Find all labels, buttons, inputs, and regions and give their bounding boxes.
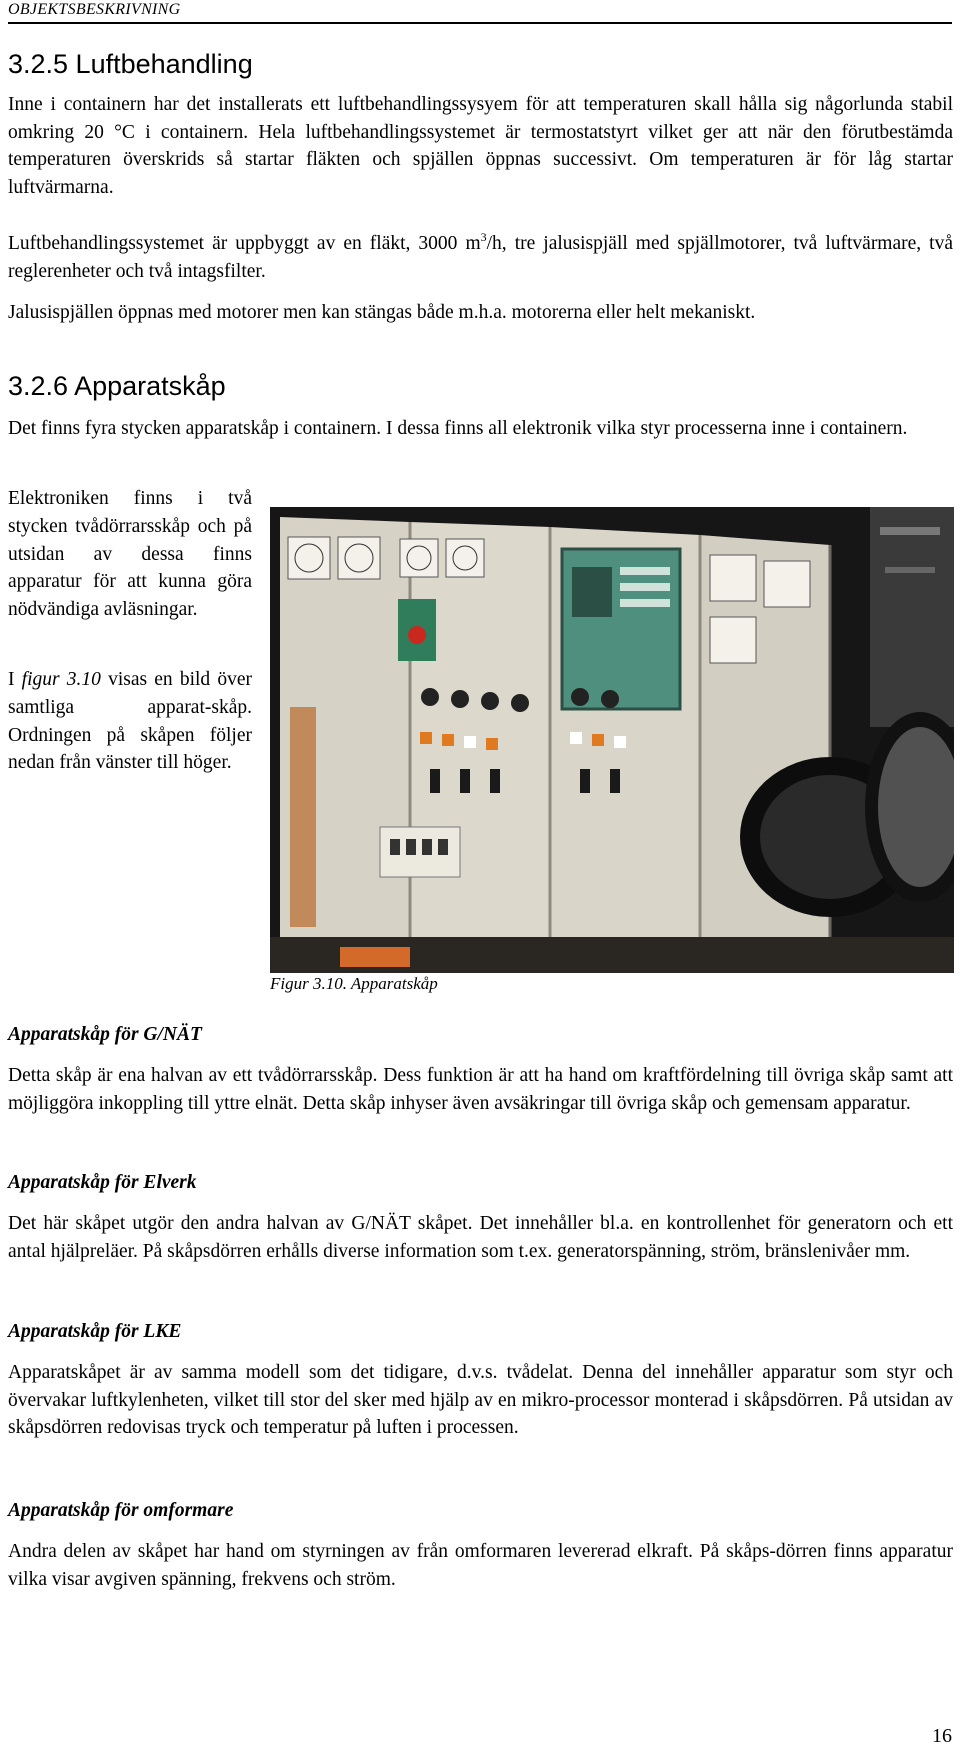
paragraph-apparatskap-intro: Det finns fyra stycken apparatskåp i containern. I dessa finns all elektronik vilka styr processerna inne i containern. [8,418,908,439]
text-fragment: I [8,669,22,690]
subheading-lke: Apparatskåp för LKE [8,1321,182,1342]
subheading-omformare: Apparatskåp för omformare [8,1500,234,1521]
cabinet-illustration [270,507,954,973]
paragraph-lke: Apparatskåpet är av samma modell som det tidigare, d.v.s. tvådelat. Denna del innehåller apparatur som styr och övervakar luftkylenheten, vilket till stor del sker med hjälp av en mikro-processor monterad i skåpsdörren. På utsidan av skåpsdörren redovisas tryck och temperatur på luften i processen. [8,1362,953,1438]
text-fragment: /h, tre jalusispjäll med spjällmotorer, två luftvärmare, två reglerenheter och två intagsfilter. [8,233,954,282]
page-number: 16 [932,1725,952,1747]
paragraph-jalusispjall: Jalusispjällen öppnas med motorer men kan stängas både m.h.a. motorerna eller helt mekaniskt. [8,302,756,323]
subheading-elverk: Apparatskåp för Elverk [8,1172,197,1193]
subheading-g-nat: Apparatskåp för G/NÄT [8,1024,202,1045]
side-paragraph-figure-ref [8,666,252,777]
text-fragment: Luftbehandlingssystemet är uppbyggt av en fläkt, 3000 m [8,233,481,254]
paragraph-elverk: Det här skåpet utgör den andra halvan av G/NÄT skåpet. Det innehåller bl.a. en kontrollenhet för generatorn och ett antal hjälpreläer. På skåpsdörren erhålls diverse information som t.ex. generatorspänning, ström, bränslenivåer mm. [8,1213,953,1262]
paragraph-luftbehandling-intro: Inne i containern har det installerats ett luftbehandlingssysyem för att temperaturen skall hålla sig någorlunda stabil omkring 20 °C i containern. Hela luftbehandlingssystemet är termostatstyrt vilket ger att när den förutbestämda temperaturen överskrids så startar fläkten och spjällen öppnas successivt. Om temperaturen är för låg startar luftvärmarna. [8,94,953,198]
figure-caption: Figur 3.10. Apparatskåp [270,974,438,993]
superscript-3: 3 [480,230,487,244]
paragraph-g-nat: Detta skåp är ena halvan av ett tvådörrarsskåp. Dess funktion är att ha hand om kraftfördelning till övriga skåp samt att möjliggöra inkoppling till yttre elnät. Detta skåp inhyser även avsäkringar till övriga skåp och gemensam apparatur. [8,1065,953,1114]
text-fragment: visas en bild över samtliga apparat-skåp. Ordningen på skåpen följer nedan från vänster till höger. [8,669,252,774]
figure-3-10-photo [270,507,954,973]
section-heading-3-2-6: 3.2.6 Apparatskåp [8,371,226,401]
paragraph-omformare: Andra delen av skåpet har hand om styrningen av från omformaren levererad elkraft. På skåps-dörren finns apparatur vilka visar avgiven spänning, frekvens och ström. [8,1541,953,1590]
figure-reference: figur 3.10 [21,669,101,690]
paragraph-luftbehandling-components [8,230,953,285]
section-heading-3-2-5: 3.2.5 Luftbehandling [8,49,253,79]
side-paragraph-elektronik: Elektroniken finns i två stycken tvådörrarsskåp och på utsidan av dessa finns apparatur för att kunna göra nödvändiga avläsningar. [8,488,252,621]
running-header: OBJEKTSBESKRIVNING [8,0,952,24]
